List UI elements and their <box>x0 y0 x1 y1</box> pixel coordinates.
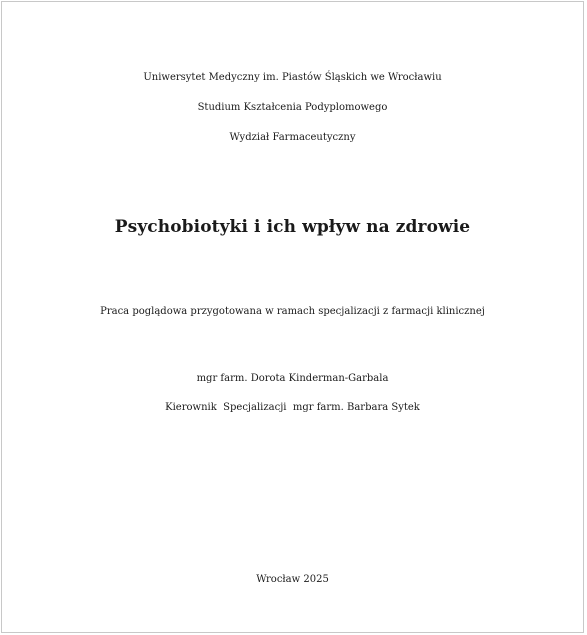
document-title: Psychobiotyki i ich wpływ na zdrowie <box>114 217 471 237</box>
university-name: Uniwersytet Medyczny im. Piastów Śląskich we Wrocławiu <box>143 72 442 83</box>
place-and-year: Wrocław 2025 <box>256 574 329 585</box>
faculty-name: Wydział Farmaceutyczny <box>229 132 356 143</box>
study-name: Studium Kształcenia Podyplomowego <box>197 102 388 113</box>
document-page <box>1 1 584 633</box>
author-name: mgr farm. Dorota Kinderman-Garbala <box>196 373 389 384</box>
document-description: Praca poglądowa przygotowana w ramach specjalizacji z farmacji klinicznej <box>100 306 485 317</box>
supervisor-name: Kierownik Specjalizacji mgr farm. Barbara Sytek <box>165 402 420 413</box>
